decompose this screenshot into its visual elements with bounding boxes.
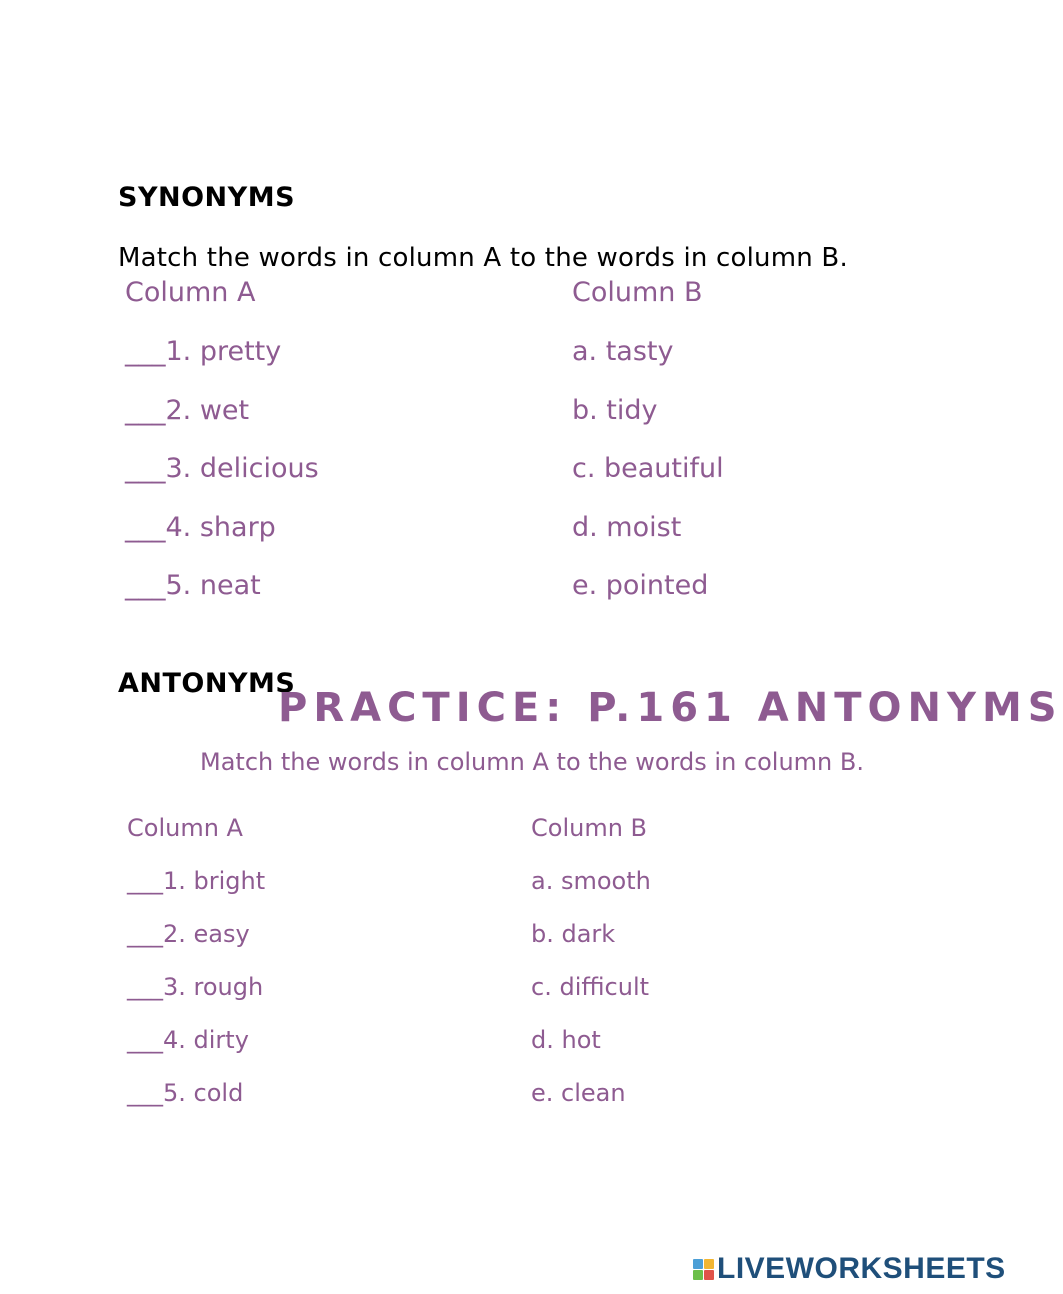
liveworksheets-logo-icon — [693, 1259, 714, 1280]
antonyms-item-b2: b. dark — [531, 920, 616, 948]
antonyms-item-b3: c. difficult — [531, 973, 650, 1001]
synonyms-instructions: Match the words in column A to the words in column B. — [118, 243, 848, 273]
synonyms-item-b1: a. tasty — [572, 336, 674, 367]
antonyms-item-a4: ___4. dirty — [127, 1026, 249, 1054]
antonyms-heading: ANTONYMS — [118, 668, 296, 699]
synonyms-column-a-header: Column A — [125, 277, 256, 308]
antonyms-instructions: Match the words in column A to the words in column B. — [200, 748, 864, 776]
antonyms-column-a-header: Column A — [127, 814, 243, 842]
synonyms-item-b2: b. tidy — [572, 395, 658, 426]
antonyms-item-a1: ___1. bright — [127, 867, 266, 895]
logo-text: LIVEWORKSHEETS — [717, 1252, 1006, 1285]
synonyms-heading: SYNONYMS — [118, 182, 296, 213]
synonyms-item-b5: e. pointed — [572, 570, 709, 601]
synonyms-item-a2: ___2. wet — [125, 395, 250, 426]
antonyms-item-a2: ___2. easy — [127, 920, 250, 948]
antonyms-item-b4: d. hot — [531, 1026, 601, 1054]
antonyms-column-b-header: Column B — [531, 814, 648, 842]
antonyms-cropped-title: PRACTICE: P.161 ANTONYMS — [278, 685, 1063, 731]
antonyms-item-a5: ___5. cold — [127, 1079, 244, 1107]
synonyms-item-a5: ___5. neat — [125, 570, 261, 601]
synonyms-column-b-header: Column B — [572, 277, 703, 308]
antonyms-item-b1: a. smooth — [531, 867, 651, 895]
antonyms-item-b5: e. clean — [531, 1079, 626, 1107]
synonyms-item-a3: ___3. delicious — [125, 453, 319, 484]
liveworksheets-logo[interactable] — [693, 1252, 1006, 1286]
synonyms-item-a4: ___4. sharp — [125, 512, 276, 543]
antonyms-item-a3: ___3. rough — [127, 973, 264, 1001]
synonyms-item-a1: ___1. pretty — [125, 336, 282, 367]
synonyms-item-b4: d. moist — [572, 512, 682, 543]
synonyms-item-b3: c. beautiful — [572, 453, 724, 484]
